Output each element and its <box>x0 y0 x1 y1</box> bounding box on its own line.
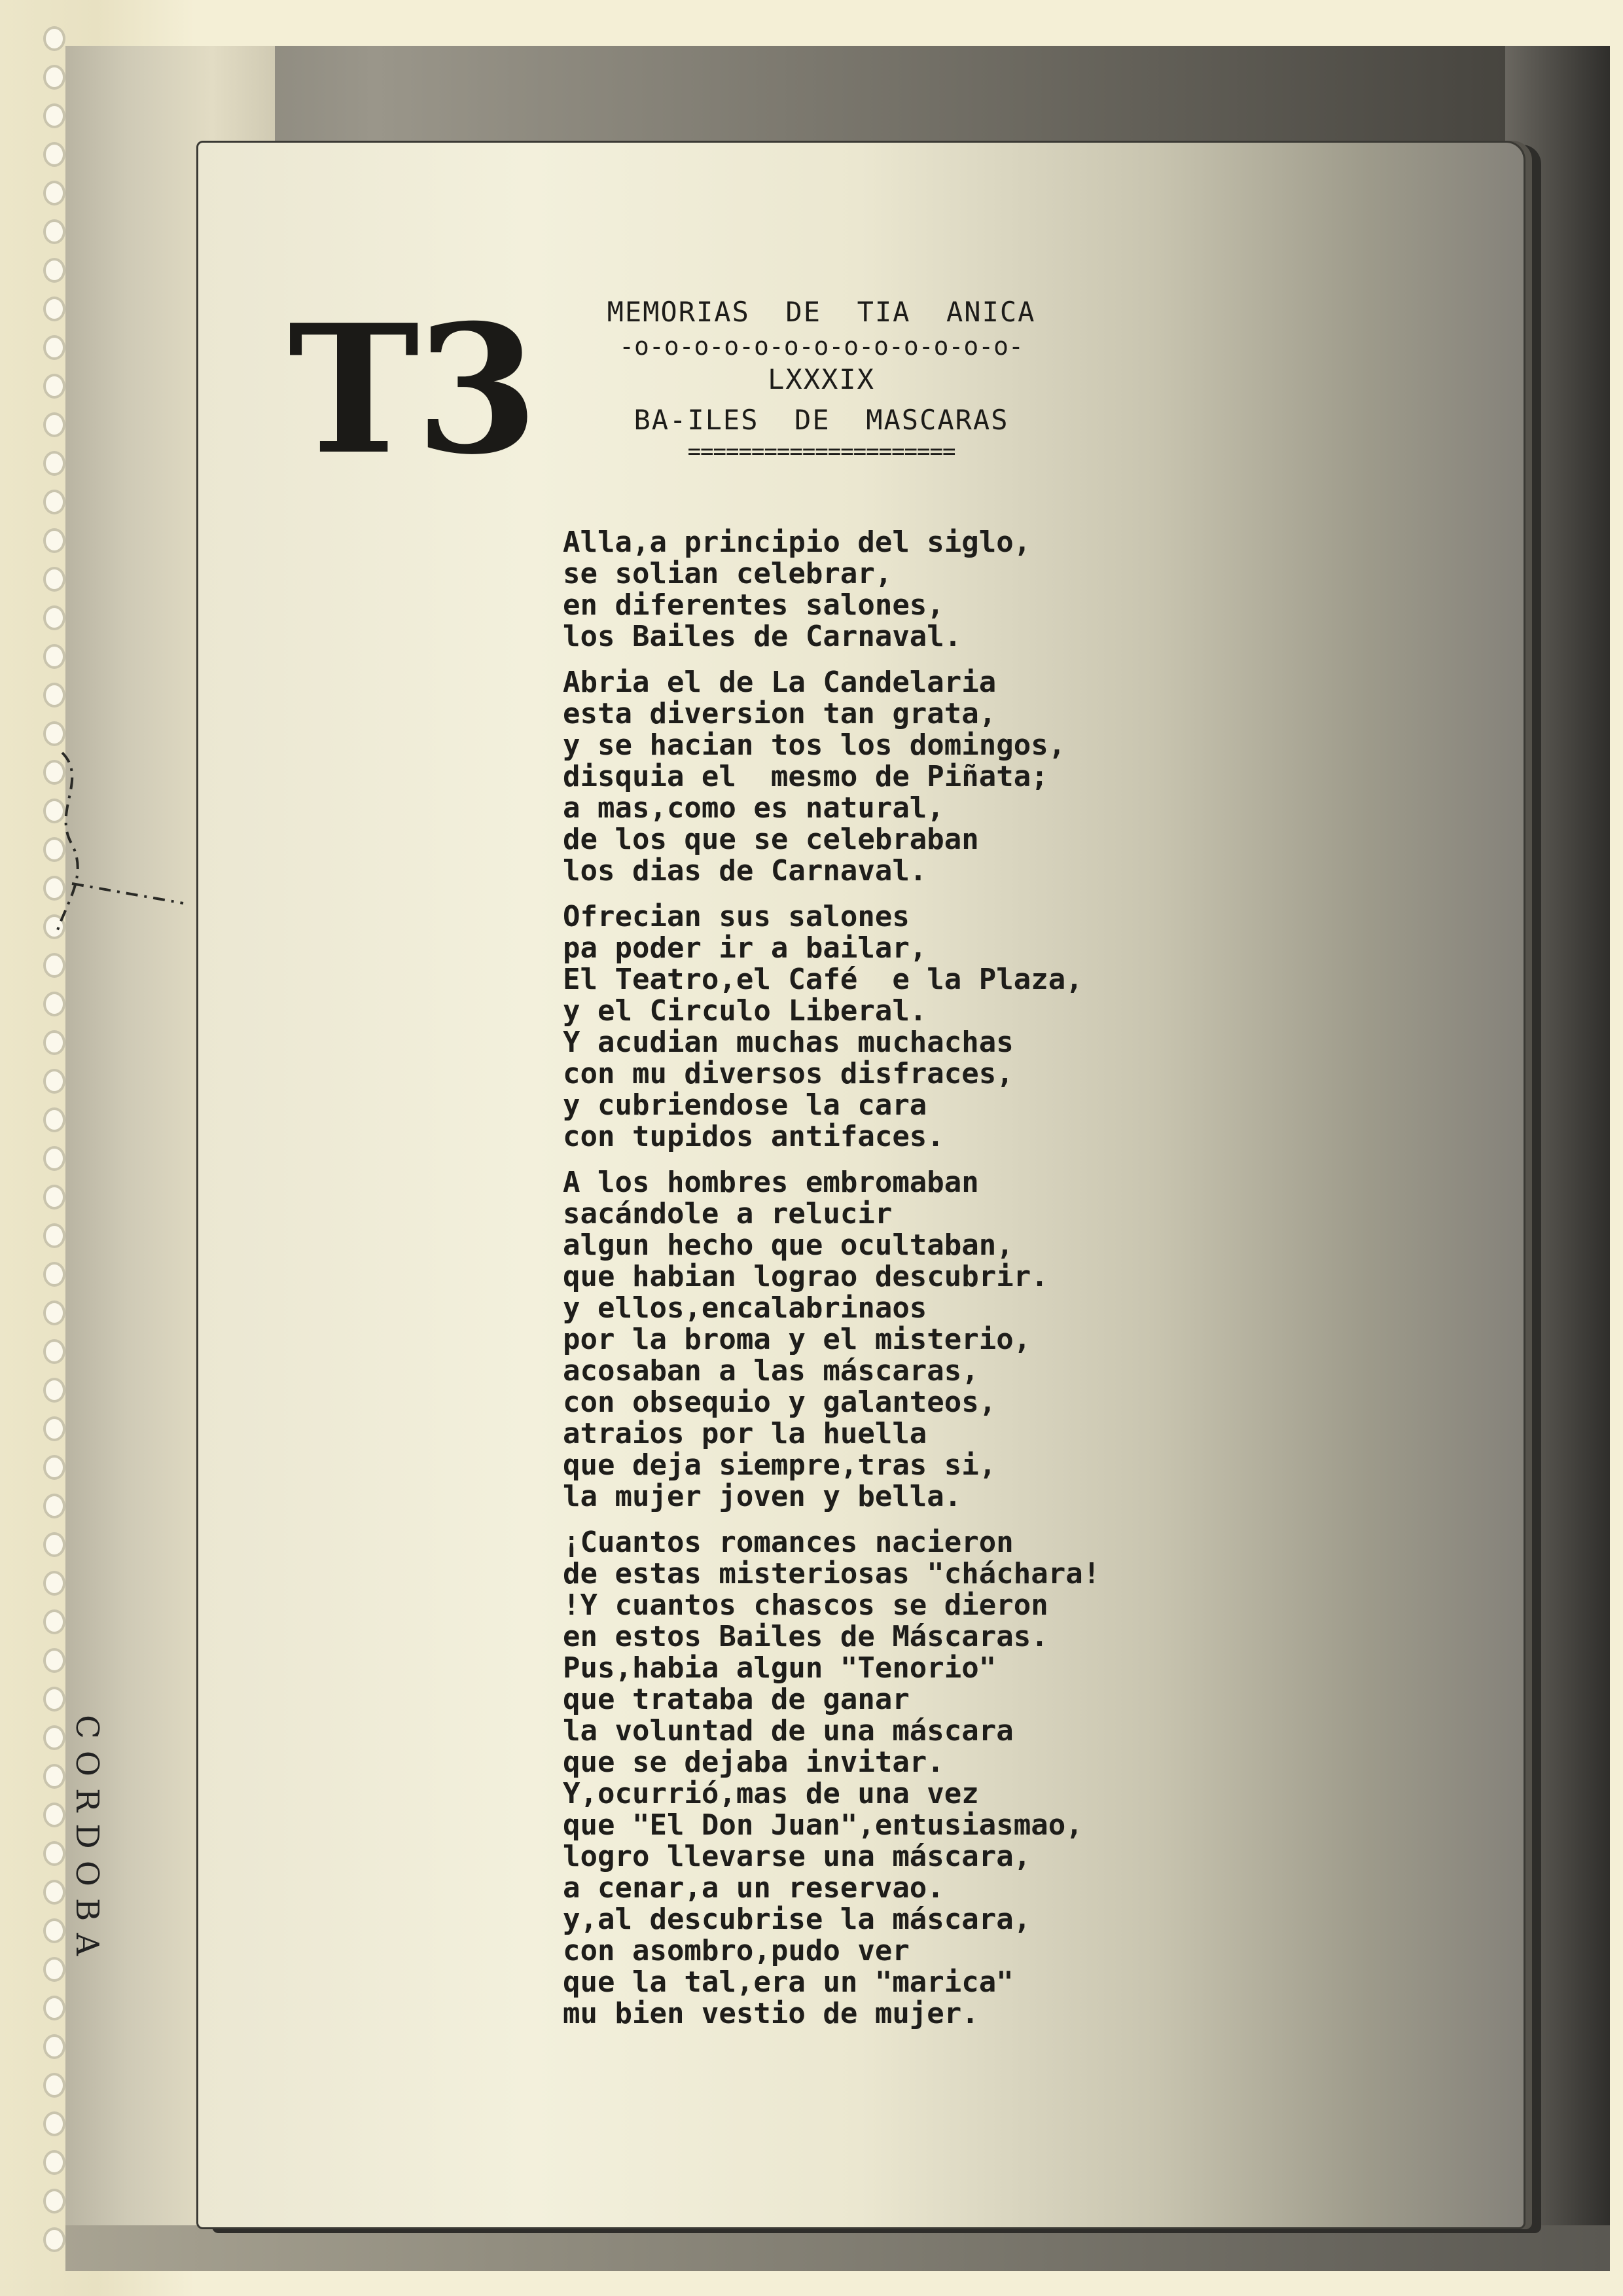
binding-hole <box>43 374 65 399</box>
poem-line: A los hombres embromaban <box>563 1166 979 1199</box>
binding-hole <box>43 1880 65 1905</box>
binding-hole <box>43 1571 65 1596</box>
poem-line: y el Circulo Liberal. <box>563 994 927 1028</box>
poem-line: que la tal,era un "marica" <box>563 1965 1014 1999</box>
binding-hole <box>43 1030 65 1055</box>
poem-line: en estos Bailes de Máscaras. <box>563 1620 1048 1653</box>
poem-line: y ellos,encalabrinaos <box>563 1291 927 1325</box>
binding-hole <box>43 1185 65 1210</box>
poem-line: sacándole a relucir <box>563 1197 893 1230</box>
poem-line: los Bailes de Carnaval. <box>563 620 962 653</box>
poem-line: los dias de Carnaval. <box>563 854 927 888</box>
binding-hole <box>43 2111 65 2136</box>
dash-dot-pencil-mark <box>26 740 196 962</box>
title-divider: -o-o-o-o-o-o-o-o-o-o-o-o-o- <box>619 332 1024 361</box>
binding-hole <box>43 181 65 206</box>
binding-hole <box>43 1918 65 1943</box>
chapter-number: LXXXIX <box>768 363 875 395</box>
binding-hole <box>43 644 65 669</box>
binding-hole <box>43 103 65 128</box>
poem-line: con asombro,pudo ver <box>563 1934 910 1967</box>
poem-line: se solian celebrar, <box>563 557 893 590</box>
poem-line: Abria el de La Candelaria <box>563 666 997 699</box>
binding-hole <box>43 1455 65 1480</box>
photo-background-bottom <box>65 2225 1610 2271</box>
poem-line: Pus,habia algun "Tenorio" <box>563 1651 997 1685</box>
poem-line: con obsequio y galanteos, <box>563 1386 997 1419</box>
binding-hole <box>43 1416 65 1441</box>
binding-hole <box>43 567 65 592</box>
poem-line: pa poder ir a bailar, <box>563 931 927 965</box>
poem-line: ¡Cuantos romances nacieron <box>563 1526 1014 1559</box>
binding-hole <box>43 1378 65 1403</box>
poem-line: disquia el mesmo de Piñata; <box>563 760 1048 793</box>
binding-hole <box>43 451 65 476</box>
poem-line: algun hecho que ocultaban, <box>563 1229 1014 1262</box>
poem-body <box>563 527 1348 2044</box>
binding-hole <box>43 605 65 630</box>
binding-hole <box>43 2189 65 2214</box>
binding-hole <box>43 1648 65 1673</box>
poem-line: a cenar,a un reservao. <box>563 1871 944 1905</box>
poem-line: Ofrecian sus salones <box>563 900 910 933</box>
subtitle-underline: ===================== <box>687 439 955 465</box>
binding-hole <box>43 335 65 360</box>
poem-line: Y acudian muchas muchachas <box>563 1026 1014 1059</box>
page-title: MEMORIAS DE TIA ANICA <box>607 296 1036 328</box>
poem-line: en diferentes salones, <box>563 588 944 622</box>
binding-hole <box>43 219 65 244</box>
binding-hole <box>43 1609 65 1634</box>
poem-line: y cubriendose la cara <box>563 1088 927 1122</box>
poem-line: Alla,a principio del siglo, <box>563 526 1031 559</box>
binding-hole <box>43 992 65 1016</box>
poem-line: !Y cuantos chascos se dieron <box>563 1588 1048 1622</box>
poem-stanza <box>563 667 1348 887</box>
binding-hole <box>43 683 65 708</box>
poem-line: que se dejaba invitar. <box>563 1746 944 1779</box>
poem-line: con tupidos antifaces. <box>563 1120 944 1153</box>
poem-line: que deja siempre,tras si, <box>563 1448 997 1482</box>
poem-stanza <box>563 527 1348 653</box>
poem-stanza <box>563 1527 1348 2030</box>
binding-hole <box>43 2150 65 2175</box>
binding-hole <box>43 26 65 51</box>
binding-hole <box>43 296 65 321</box>
binding-hole <box>43 1841 65 1866</box>
poem-line: que "El Don Juan",entusiasmao, <box>563 1808 1083 1842</box>
poem-line: que trataba de ganar <box>563 1683 910 1716</box>
binding-hole <box>43 1532 65 1557</box>
poem-line: con mu diversos disfraces, <box>563 1057 1014 1090</box>
binding-hole <box>43 412 65 437</box>
chapter-subtitle: BA-ILES DE MASCARAS <box>633 404 1009 436</box>
poem-line: de estas misteriosas "cháchara! <box>563 1557 1101 1590</box>
binding-hole <box>43 490 65 514</box>
binding-hole <box>43 1107 65 1132</box>
binding-hole <box>43 1339 65 1364</box>
poem-line: Y,ocurrió,mas de una vez <box>563 1777 979 1810</box>
binding-hole <box>43 1494 65 1518</box>
binding-hole <box>43 1687 65 1712</box>
binding-hole <box>43 1069 65 1094</box>
poem-stanza <box>563 901 1348 1153</box>
binding-hole <box>43 1300 65 1325</box>
poem-line: mu bien vestio de mujer. <box>563 1997 979 2030</box>
binding-hole <box>43 2073 65 2098</box>
poem-line: la voluntad de una máscara <box>563 1714 1014 1748</box>
poem-line: a mas,como es natural, <box>563 791 944 825</box>
poem-line: que habian lograo descubrir. <box>563 1260 1048 1293</box>
poem-line: y se hacian tos los domingos, <box>563 728 1066 762</box>
binding-hole <box>43 1725 65 1750</box>
binding-hole <box>43 1803 65 1827</box>
cordoba-side-stamp: CORDOBA <box>69 1715 105 1967</box>
binding-hole <box>43 65 65 90</box>
poem-line: por la broma y el misterio, <box>563 1323 1031 1356</box>
binding-hole <box>43 528 65 553</box>
spiral-binding-holes <box>39 26 65 2278</box>
poem-line: y,al descubrise la máscara, <box>563 1903 1031 1936</box>
folio-mark-t3: T3 <box>288 285 535 493</box>
binding-hole <box>43 1146 65 1171</box>
binding-hole <box>43 2227 65 2252</box>
binding-hole <box>43 258 65 283</box>
binding-hole <box>43 2034 65 2059</box>
binding-hole <box>43 1764 65 1789</box>
binding-hole <box>43 1223 65 1248</box>
binding-hole <box>43 1262 65 1287</box>
poem-line: atraios por la huella <box>563 1417 927 1450</box>
poem-line: esta diversion tan grata, <box>563 697 997 730</box>
binding-hole <box>43 1996 65 2020</box>
poem-line: la mujer joven y bella. <box>563 1480 962 1513</box>
poem-line: acosaban a las máscaras, <box>563 1354 979 1388</box>
poem-line: El Teatro,el Café e la Plaza, <box>563 963 1083 996</box>
poem-line: logro llevarse una máscara, <box>563 1840 1031 1873</box>
poem-line: de los que se celebraban <box>563 823 979 856</box>
binding-hole <box>43 1957 65 1982</box>
poem-stanza <box>563 1167 1348 1513</box>
binding-hole <box>43 142 65 167</box>
